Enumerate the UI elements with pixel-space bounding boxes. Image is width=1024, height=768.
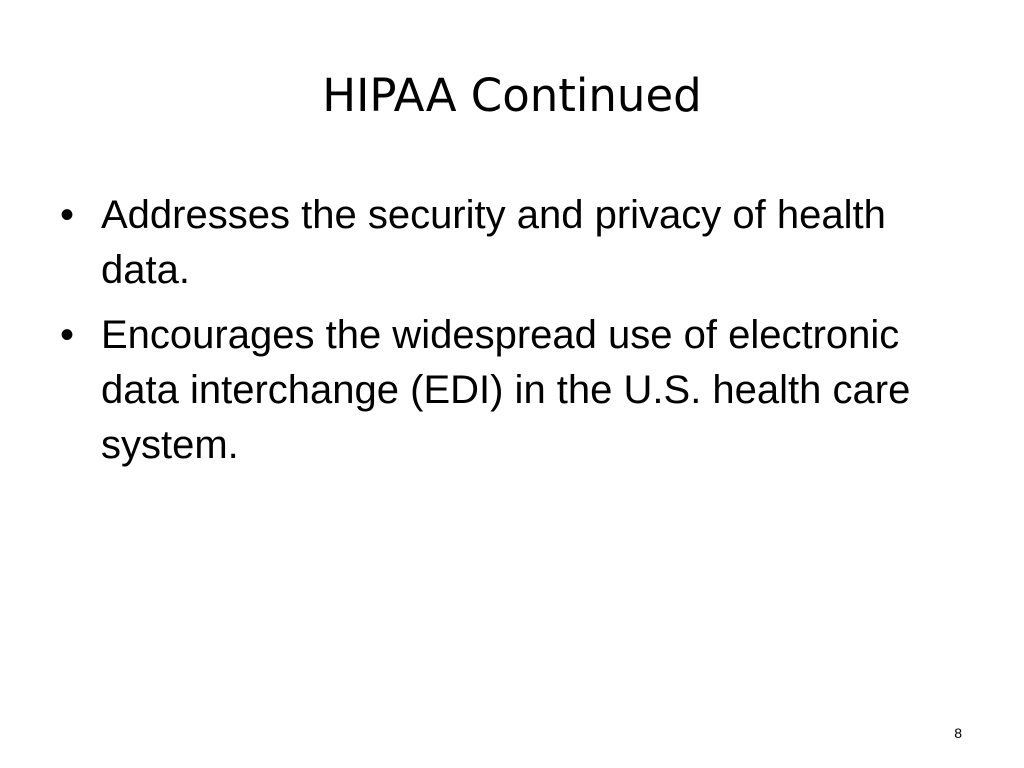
bullet-marker: • [60, 313, 75, 357]
bullet-item-security-privacy [58, 188, 938, 298]
bullet-text: Addresses the security and privacy of health data. [101, 193, 886, 292]
bullet-item-edi [58, 308, 938, 473]
slide-title: HIPAA Continued [322, 69, 702, 122]
bullet-marker: • [60, 193, 75, 237]
bullet-text: Encourages the widespread use of electronic data interchange (EDI) in the U.S. health care system. [101, 313, 911, 467]
slide-number: 8 [954, 725, 962, 741]
bullet-list [58, 188, 938, 483]
